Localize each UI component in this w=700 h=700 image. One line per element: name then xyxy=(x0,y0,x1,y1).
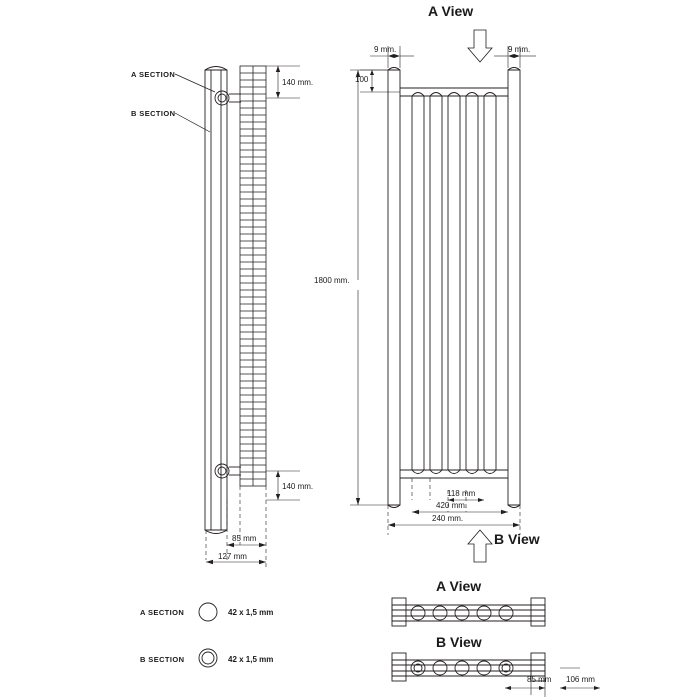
legend-spec-b-section: 42 x 1,5 mm xyxy=(228,655,274,664)
label-b-view-detail: B View xyxy=(436,634,482,650)
label-a-view-detail: A View xyxy=(436,578,482,594)
dim-label-side-top-140: 140 mm. xyxy=(282,78,314,87)
legend-spec-a-section: 42 x 1,5 mm xyxy=(228,608,274,617)
dim-label-side-85: 85 mm xyxy=(232,534,257,543)
a-view-arrow-top xyxy=(468,30,492,62)
dim-label-side-bottom-140: 140 mm. xyxy=(282,482,314,491)
label-b-view-bottom: B View xyxy=(494,531,540,547)
dim-label-front-240: 240 mm. xyxy=(432,514,464,523)
dim-label-front-left-9: 9 mm. xyxy=(374,45,397,54)
a-view-detail-drawing xyxy=(392,598,545,626)
side-view-bottom-joint xyxy=(215,464,241,478)
side-view-body xyxy=(205,67,227,534)
dim-label-detail-106: 106 mm xyxy=(566,675,595,684)
front-view-right-rail xyxy=(508,68,520,508)
dim-label-front-top-100: 100 xyxy=(355,75,369,84)
side-view-top-joint xyxy=(215,91,241,105)
dim-label-front-1800: 1800 mm. xyxy=(314,276,350,285)
dim-label-front-right-9: 9 mm. xyxy=(508,45,531,54)
label-a-view-top: A View xyxy=(428,3,474,19)
dim-label-front-118: 118 mm xyxy=(447,489,476,498)
dim-label-front-420: 420 mm. xyxy=(436,501,468,510)
front-view-bottom-header xyxy=(400,470,508,478)
front-view-top-header xyxy=(400,88,508,96)
front-view-tubes xyxy=(412,93,496,474)
legend-label-a-section: A SECTION xyxy=(140,608,185,617)
dim-front-1800 xyxy=(350,70,388,505)
side-view-leaders xyxy=(175,74,215,132)
b-view-arrow-bottom xyxy=(468,530,492,562)
legend-label-b-section: B SECTION xyxy=(140,655,185,664)
legend-a-section-circle xyxy=(199,603,217,621)
label-b-section: B SECTION xyxy=(131,109,176,118)
legend-b-section-circle xyxy=(199,649,217,667)
dim-label-side-127: 127 mm xyxy=(218,552,247,561)
dim-label-detail-85: 85 mm xyxy=(527,675,552,684)
front-view-left-rail xyxy=(388,68,400,508)
dim-side-85 xyxy=(227,543,266,547)
b-view-detail-drawing xyxy=(392,653,545,681)
dim-front-240 xyxy=(388,523,520,527)
label-a-section: A SECTION xyxy=(131,70,176,79)
